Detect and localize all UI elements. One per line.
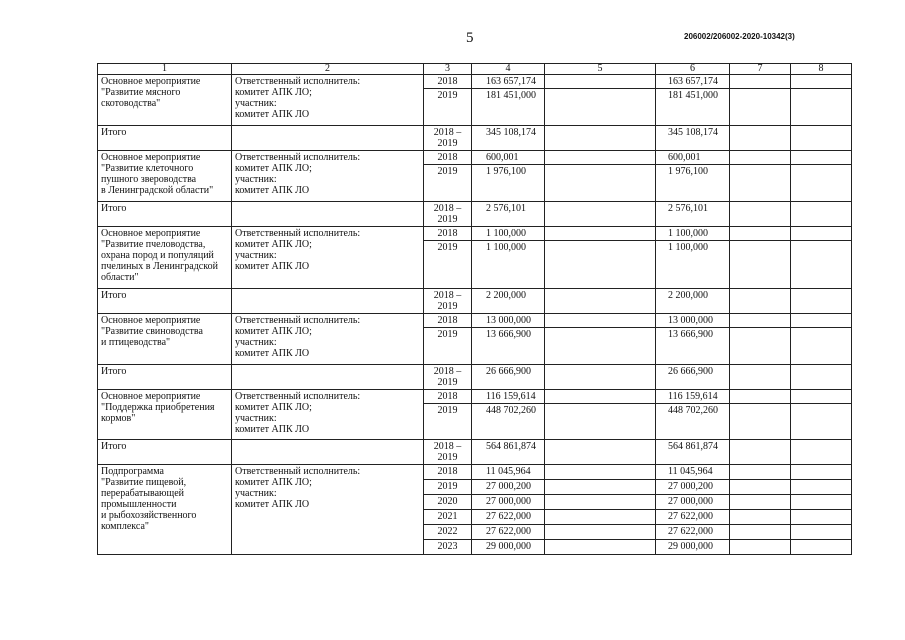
measure-name-cell: Основное мероприятие "Развитие свиноводства и птицеводства" [98, 314, 232, 365]
amount-col7-cell [730, 151, 791, 165]
amount-total-cell: 116 159,614 [472, 390, 545, 404]
amount-col7-cell [730, 75, 791, 89]
amount-col5-cell [545, 314, 656, 328]
amount-col5-cell [545, 440, 656, 465]
table-row [98, 289, 852, 314]
amount-col5-cell [545, 89, 656, 126]
amount-total-cell: 2 200,000 [472, 289, 545, 314]
measure-name-cell: Основное мероприятие "Развитие мясного скотоводства" [98, 75, 232, 126]
amount-regional-cell: 2 200,000 [656, 289, 730, 314]
amount-regional-cell: 564 861,874 [656, 440, 730, 465]
amount-regional-cell: 1 100,000 [656, 241, 730, 289]
executor-cell: Ответственный исполнитель: комитет АПК ЛО; участник: комитет АПК ЛО [232, 151, 424, 202]
amount-col5-cell [545, 525, 656, 540]
column-header: 6 [656, 64, 730, 75]
amount-col7-cell [730, 314, 791, 328]
amount-col5-cell [545, 495, 656, 510]
amount-col5-cell [545, 227, 656, 241]
amount-col5-cell [545, 241, 656, 289]
measure-name-cell: Основное мероприятие "Развитие пчеловодства, охрана пород и популяций пчелиных в Ленинградской области" [98, 227, 232, 289]
measure-name-cell: Итого [98, 202, 232, 227]
amount-col7-cell [730, 227, 791, 241]
amount-col8-cell [791, 165, 852, 202]
table-row [98, 75, 852, 89]
amount-col8-cell [791, 365, 852, 390]
amount-total-cell: 29 000,000 [472, 540, 545, 555]
amount-col7-cell [730, 465, 791, 480]
amount-col7-cell [730, 390, 791, 404]
page-number: 5 [466, 30, 474, 46]
measure-name-cell: Итого [98, 365, 232, 390]
amount-regional-cell: 163 657,174 [656, 75, 730, 89]
amount-col7-cell [730, 89, 791, 126]
document-id: 206002/206002-2020-10342(3) [684, 32, 795, 41]
header-row [98, 64, 852, 75]
amount-col5-cell [545, 480, 656, 495]
amount-regional-cell: 600,001 [656, 151, 730, 165]
year-cell: 2018 – 2019 [424, 126, 472, 151]
table-row [98, 390, 852, 404]
budget-table [97, 63, 852, 555]
column-header: 3 [424, 64, 472, 75]
amount-col5-cell [545, 365, 656, 390]
amount-col7-cell [730, 525, 791, 540]
table-row [98, 314, 852, 328]
amount-total-cell: 27 622,000 [472, 510, 545, 525]
year-cell: 2021 [424, 510, 472, 525]
amount-total-cell: 2 576,101 [472, 202, 545, 227]
year-cell: 2019 [424, 89, 472, 126]
table-row [98, 227, 852, 241]
amount-regional-cell: 345 108,174 [656, 126, 730, 151]
amount-col8-cell [791, 540, 852, 555]
executor-cell [232, 289, 424, 314]
amount-total-cell: 1 976,100 [472, 165, 545, 202]
amount-col7-cell [730, 202, 791, 227]
amount-col8-cell [791, 126, 852, 151]
year-cell: 2018 – 2019 [424, 365, 472, 390]
amount-col7-cell [730, 126, 791, 151]
amount-col8-cell [791, 480, 852, 495]
table-row [98, 126, 852, 151]
amount-col5-cell [545, 390, 656, 404]
executor-cell: Ответственный исполнитель: комитет АПК ЛО; участник: комитет АПК ЛО [232, 390, 424, 440]
amount-col5-cell [545, 540, 656, 555]
amount-col7-cell [730, 241, 791, 289]
year-cell: 2019 [424, 404, 472, 440]
table-row [98, 202, 852, 227]
column-header: 7 [730, 64, 791, 75]
amount-col8-cell [791, 495, 852, 510]
column-header: 2 [232, 64, 424, 75]
amount-total-cell: 27 622,000 [472, 525, 545, 540]
amount-total-cell: 27 000,200 [472, 480, 545, 495]
amount-col5-cell [545, 510, 656, 525]
amount-regional-cell: 448 702,260 [656, 404, 730, 440]
amount-regional-cell: 116 159,614 [656, 390, 730, 404]
amount-col8-cell [791, 227, 852, 241]
amount-col8-cell [791, 151, 852, 165]
executor-cell [232, 126, 424, 151]
amount-col7-cell [730, 365, 791, 390]
amount-regional-cell: 27 622,000 [656, 525, 730, 540]
amount-col8-cell [791, 328, 852, 365]
amount-col7-cell [730, 495, 791, 510]
year-cell: 2019 [424, 241, 472, 289]
amount-total-cell: 26 666,900 [472, 365, 545, 390]
amount-col8-cell [791, 440, 852, 465]
year-cell: 2022 [424, 525, 472, 540]
measure-name-cell: Итого [98, 440, 232, 465]
amount-col7-cell [730, 328, 791, 365]
amount-col7-cell [730, 540, 791, 555]
amount-regional-cell: 1 976,100 [656, 165, 730, 202]
year-cell: 2019 [424, 165, 472, 202]
amount-regional-cell: 29 000,000 [656, 540, 730, 555]
amount-total-cell: 448 702,260 [472, 404, 545, 440]
column-header: 5 [545, 64, 656, 75]
amount-col5-cell [545, 404, 656, 440]
amount-total-cell: 13 000,000 [472, 314, 545, 328]
amount-col7-cell [730, 165, 791, 202]
year-cell: 2019 [424, 328, 472, 365]
executor-cell [232, 365, 424, 390]
year-cell: 2020 [424, 495, 472, 510]
year-cell: 2018 [424, 390, 472, 404]
year-cell: 2018 [424, 227, 472, 241]
amount-col8-cell [791, 202, 852, 227]
column-header: 8 [791, 64, 852, 75]
amount-col7-cell [730, 289, 791, 314]
amount-col5-cell [545, 75, 656, 89]
amount-total-cell: 1 100,000 [472, 227, 545, 241]
measure-name-cell: Основное мероприятие "Поддержка приобретения кормов" [98, 390, 232, 440]
amount-col8-cell [791, 289, 852, 314]
amount-total-cell: 1 100,000 [472, 241, 545, 289]
amount-regional-cell: 2 576,101 [656, 202, 730, 227]
table-row [98, 465, 852, 480]
amount-col8-cell [791, 75, 852, 89]
amount-col8-cell [791, 404, 852, 440]
amount-col8-cell [791, 510, 852, 525]
year-cell: 2018 [424, 465, 472, 480]
measure-name-cell: Итого [98, 126, 232, 151]
year-cell: 2018 – 2019 [424, 289, 472, 314]
amount-regional-cell: 26 666,900 [656, 365, 730, 390]
amount-col5-cell [545, 126, 656, 151]
year-cell: 2018 [424, 314, 472, 328]
amount-col5-cell [545, 151, 656, 165]
column-header: 4 [472, 64, 545, 75]
amount-col7-cell [730, 480, 791, 495]
amount-regional-cell: 27 622,000 [656, 510, 730, 525]
table-row [98, 440, 852, 465]
amount-total-cell: 345 108,174 [472, 126, 545, 151]
amount-col5-cell [545, 328, 656, 365]
amount-total-cell: 27 000,000 [472, 495, 545, 510]
amount-regional-cell: 181 451,000 [656, 89, 730, 126]
amount-col5-cell [545, 465, 656, 480]
amount-col8-cell [791, 465, 852, 480]
year-cell: 2018 [424, 151, 472, 165]
executor-cell: Ответственный исполнитель: комитет АПК ЛО; участник: комитет АПК ЛО [232, 75, 424, 126]
amount-total-cell: 13 666,900 [472, 328, 545, 365]
amount-col5-cell [545, 289, 656, 314]
amount-col7-cell [730, 440, 791, 465]
amount-regional-cell: 13 666,900 [656, 328, 730, 365]
year-cell: 2019 [424, 480, 472, 495]
table-row [98, 151, 852, 165]
column-header: 1 [98, 64, 232, 75]
executor-cell [232, 202, 424, 227]
amount-col8-cell [791, 390, 852, 404]
measure-name-cell: Подпрограмма "Развитие пищевой, перерабатывающей промышленности и рыбохозяйственного комплекса" [98, 465, 232, 555]
amount-col7-cell [730, 404, 791, 440]
year-cell: 2023 [424, 540, 472, 555]
measure-name-cell: Основное мероприятие "Развитие клеточного пушного звероводства в Ленинградской области" [98, 151, 232, 202]
amount-total-cell: 564 861,874 [472, 440, 545, 465]
amount-regional-cell: 13 000,000 [656, 314, 730, 328]
amount-regional-cell: 1 100,000 [656, 227, 730, 241]
amount-total-cell: 600,001 [472, 151, 545, 165]
amount-regional-cell: 27 000,000 [656, 495, 730, 510]
amount-total-cell: 163 657,174 [472, 75, 545, 89]
measure-name-cell: Итого [98, 289, 232, 314]
year-cell: 2018 – 2019 [424, 202, 472, 227]
amount-col7-cell [730, 510, 791, 525]
amount-col8-cell [791, 525, 852, 540]
amount-col8-cell [791, 241, 852, 289]
amount-regional-cell: 11 045,964 [656, 465, 730, 480]
amount-total-cell: 181 451,000 [472, 89, 545, 126]
year-cell: 2018 [424, 75, 472, 89]
amount-regional-cell: 27 000,200 [656, 480, 730, 495]
executor-cell: Ответственный исполнитель: комитет АПК ЛО; участник: комитет АПК ЛО [232, 314, 424, 365]
amount-col8-cell [791, 89, 852, 126]
executor-cell [232, 440, 424, 465]
executor-cell: Ответственный исполнитель: комитет АПК ЛО; участник: комитет АПК ЛО [232, 227, 424, 289]
amount-col5-cell [545, 202, 656, 227]
amount-col8-cell [791, 314, 852, 328]
executor-cell: Ответственный исполнитель: комитет АПК ЛО; участник: комитет АПК ЛО [232, 465, 424, 555]
amount-col5-cell [545, 165, 656, 202]
amount-total-cell: 11 045,964 [472, 465, 545, 480]
year-cell: 2018 – 2019 [424, 440, 472, 465]
table-row [98, 365, 852, 390]
